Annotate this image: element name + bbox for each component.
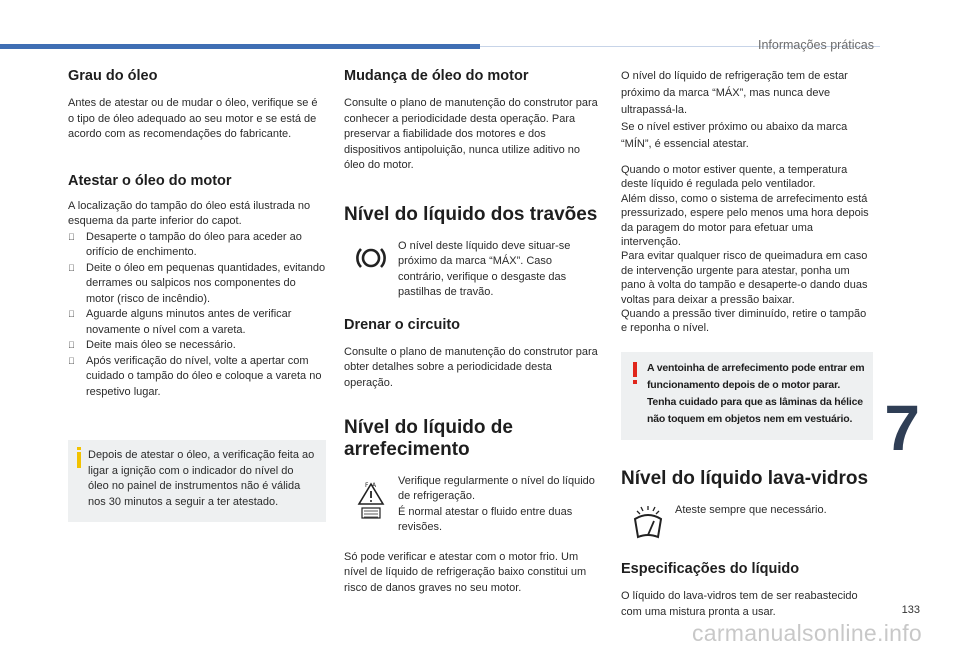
- washer-fluid-heading: Nível do líquido lava-vidros: [621, 467, 869, 489]
- warning-box: [621, 352, 873, 440]
- list-item: Após verificação do nível, volte a apertar com cuidado o tampão do óleo e coloque a vareta no respetivo lugar.: [86, 354, 322, 398]
- oil-grade-text: Antes de atestar ou de mudar o óleo, verifique se é o tipo de óleo adequado ao seu motor e se está de acordo com as recomendações do fabricante.: [68, 97, 318, 140]
- info-text: Depois de atestar o óleo, a verificação feita ao ligar a ignição com o indicador do nível do óleo no painel de instrumentos não é válida nos 30 minutos a seguir a ter atestado.: [88, 449, 315, 508]
- fluid-spec-text: O líquido do lava-vidros tem de ser reabastecido com uma mistura pronta a usar.: [621, 590, 858, 618]
- top-up-oil-heading: Atestar o óleo do motor: [68, 172, 232, 189]
- brake-fluid-heading: Nível do líquido dos travões: [344, 203, 598, 225]
- coolant-text: Só pode verificar e atestar com o motor frio. Um nível de líquido de refrigeração baixo constitui um risco de danos graves no seu motor.: [344, 550, 587, 594]
- coolant-icon-text: Verifique regularmente o nível do líquido de refrigeração. É normal atestar o fluido entre duas revisões.: [398, 474, 595, 534]
- coolant-row: [344, 474, 600, 536]
- fluid-spec-heading: Especificações do líquido: [621, 561, 800, 578]
- brake-fluid-row: [344, 239, 600, 301]
- list-item: Desaperte o tampão do óleo para aceder ao orifício de enchimento.: [86, 230, 302, 258]
- washer-fluid-text: Ateste sempre que necessário.: [675, 504, 827, 517]
- info-box: [68, 440, 326, 522]
- svg-text:F: F: [365, 481, 369, 489]
- list-item: Deite mais óleo se necessário.: [86, 339, 236, 351]
- column-middle: [344, 68, 600, 596]
- column-right: [621, 68, 873, 620]
- warning-text: A ventoinha de arrefecimento pode entrar em funcionamento depois de o motor parar. Tenha cuidado para que as lâminas da hélice não toquem em objetos nem em vestuário.: [647, 361, 865, 425]
- top-up-oil-steps: [68, 230, 326, 401]
- list-item: Aguarde alguns minutos antes de verificar novamente o nível com a vareta.: [86, 308, 292, 336]
- drain-text: Consulte o plano de manutenção do construtor para obter detalhes sobre a periodicidade desta operação.: [344, 345, 598, 389]
- windscreen-washer-icon: [631, 505, 665, 541]
- oil-change-text: Consulte o plano de manutenção do construtor para conhecer a periodicidade desta operação. Para preservar a fiabilidade dos motores e dos dispositivos antipoluição, nunca utilize aditivo no óleo do motor.: [344, 97, 598, 171]
- brake-fluid-text: O nível deste líquido deve situar-se próximo da marca “MÁX”. Caso contrário, verifique o desgaste das pastilhas de travão.: [398, 239, 571, 299]
- coolant-heading: Nível do líquido de arrefecimento: [344, 417, 513, 460]
- coolant-hot-text: Quando o motor estiver quente, a temperatura deste líquido é regulada pelo ventilador. Além disso, como o sistema de arrefecimento está pressurizado, espere pelo menos uma hora depois da paragem do motor para efetuar uma intervenção. Para evitar qualquer risco de queimadura em caso de intervenção urgente para atestar, ponha um pano à volta do tampão e desaperte-o dando duas voltas para deixar a pressão baixar. Quando a pressão tiver diminuído, retire o tampão e reponha o nível.: [621, 164, 869, 335]
- column-left: [68, 68, 326, 522]
- section-header-title: Informações práticas: [757, 38, 874, 52]
- top-up-oil-intro: A localização do tampão do óleo está ilustrada no esquema da parte inferior do capot.: [68, 199, 311, 227]
- oil-change-heading: Mudança de óleo do motor: [344, 68, 529, 84]
- coolant-level-text: O nível do líquido de refrigeração tem de estar próximo da marca “MÁX”, mas nunca deve ultrapassá-la. Se o nível estiver próximo ou abaixo da marca “MÍN”, é essencial atestar.: [621, 70, 848, 150]
- info-icon: [77, 447, 81, 450]
- warning-icon: [633, 362, 637, 377]
- header-accent-bar: [0, 44, 480, 49]
- info-icon-bar: [77, 452, 81, 468]
- drain-heading: Drenar o circuito: [344, 316, 461, 333]
- oil-grade-heading: Grau do óleo: [68, 68, 158, 84]
- warning-icon-dot: [633, 380, 637, 384]
- brake-warning-icon: [356, 245, 386, 271]
- svg-text:A: A: [372, 481, 377, 489]
- page-number: 133: [901, 604, 920, 616]
- washer-fluid-row: [621, 503, 873, 541]
- list-item: Deite o óleo em pequenas quantidades, evitando derrames ou salpicos nos componentes do motor (risco de incêndio).: [86, 261, 326, 305]
- coolant-level-icon: [356, 480, 386, 520]
- chapter-number: 7: [884, 392, 920, 464]
- watermark-text: carmanualsonline.info: [691, 620, 922, 646]
